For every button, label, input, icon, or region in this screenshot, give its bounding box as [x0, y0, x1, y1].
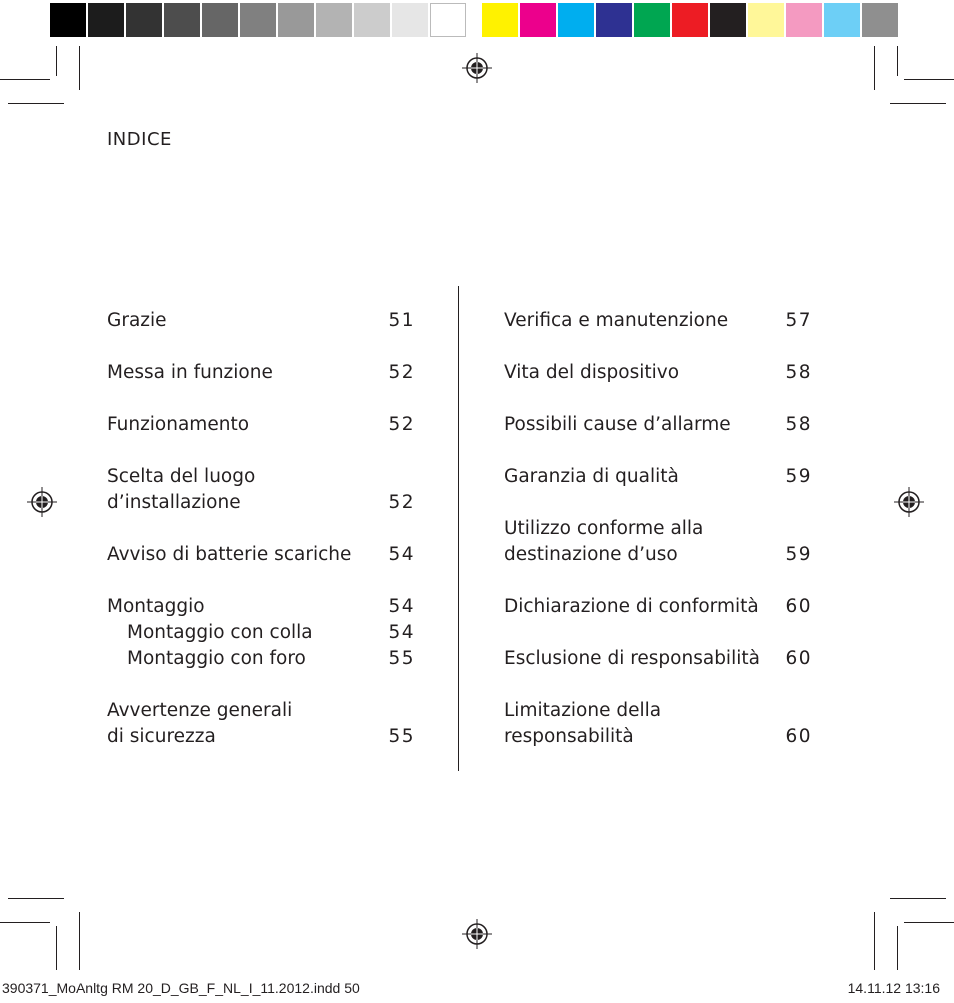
- toc-label: Garanzia di qualità: [504, 466, 679, 487]
- toc-page-number: 58: [785, 414, 812, 435]
- toc-entry-line: [107, 464, 415, 490]
- color-swatch: [748, 3, 784, 37]
- toc-entry-line: [504, 542, 812, 568]
- toc-label: Avvertenze generali: [107, 700, 293, 721]
- toc-page-number: 54: [388, 544, 415, 565]
- process-color-bar: [482, 0, 900, 40]
- toc-entry: [504, 516, 812, 568]
- toc-label: Funzionamento: [107, 414, 250, 435]
- toc-page-number: 55: [388, 648, 415, 669]
- toc-entry: [504, 360, 812, 386]
- toc-label: Grazie: [107, 310, 167, 331]
- toc-page-number: 55: [388, 726, 415, 747]
- toc-page-number: 59: [785, 544, 812, 565]
- color-swatch: [278, 3, 314, 37]
- crop-mark: [904, 922, 954, 923]
- toc-entry-line: [504, 594, 812, 620]
- toc-entry-line: [504, 516, 812, 542]
- crop-mark: [0, 79, 50, 80]
- toc-entry-line: [107, 412, 415, 438]
- toc-label: di sicurezza: [107, 726, 216, 747]
- toc-entry: [107, 698, 415, 750]
- color-swatch: [786, 3, 822, 37]
- toc-entry-line: [107, 360, 415, 386]
- toc-label: Montaggio con colla: [127, 622, 313, 643]
- toc-label: Messa in funzione: [107, 362, 273, 383]
- toc-label: Limitazione della: [504, 700, 662, 721]
- toc-label: Montaggio con foro: [127, 648, 306, 669]
- toc-entry-line: [107, 724, 415, 750]
- toc-page-number: 51: [388, 310, 415, 331]
- toc-label: responsabilità: [504, 726, 634, 747]
- color-swatch: [392, 3, 428, 37]
- color-swatch: [354, 3, 390, 37]
- toc-page-number: 58: [785, 362, 812, 383]
- toc-entry: [107, 542, 415, 568]
- color-swatch: [672, 3, 708, 37]
- crop-mark: [874, 46, 875, 90]
- crop-mark: [56, 46, 57, 76]
- color-swatch: [202, 3, 238, 37]
- crop-mark: [79, 912, 80, 970]
- page-title: INDICE: [107, 129, 172, 150]
- crop-mark: [904, 79, 954, 80]
- toc-left-column: [107, 308, 415, 776]
- crop-mark: [897, 46, 898, 76]
- registration-mark-icon: [462, 53, 492, 83]
- toc-entry: [504, 594, 812, 620]
- toc-entry-line: [107, 490, 415, 516]
- toc-entry-line: [107, 594, 415, 620]
- crop-mark: [890, 103, 946, 104]
- crop-mark: [874, 912, 875, 970]
- toc-label: Verifica e manutenzione: [504, 310, 729, 331]
- toc-page-number: 52: [388, 362, 415, 383]
- toc-page-number: 60: [785, 596, 812, 617]
- color-swatch: [520, 3, 556, 37]
- color-swatch: [430, 3, 466, 37]
- crop-mark: [56, 926, 57, 970]
- color-swatch: [50, 3, 86, 37]
- toc-entry-line: [504, 464, 812, 490]
- toc-page-number: 52: [388, 414, 415, 435]
- toc-label: Esclusione di responsabilità: [504, 648, 760, 669]
- toc-entry: [107, 308, 415, 334]
- toc-label: Dichiarazione di conformità: [504, 596, 759, 617]
- color-swatch: [88, 3, 124, 37]
- toc-entry-line: [107, 542, 415, 568]
- toc-entry-line: [107, 308, 415, 334]
- color-swatch: [862, 3, 898, 37]
- toc-entry: [107, 594, 415, 672]
- toc-page-number: 59: [785, 466, 812, 487]
- registration-mark-icon: [27, 487, 57, 517]
- column-divider: [458, 286, 459, 771]
- color-swatch: [316, 3, 352, 37]
- toc-entry: [107, 464, 415, 516]
- color-swatch: [558, 3, 594, 37]
- toc-label: d’installazione: [107, 492, 241, 513]
- toc-label: Vita del dispositivo: [504, 362, 680, 383]
- color-swatch: [710, 3, 746, 37]
- toc-entry: [107, 360, 415, 386]
- toc-label: Montaggio: [107, 596, 205, 617]
- toc-entry-line: [504, 308, 812, 334]
- toc-page-number: 52: [388, 492, 415, 513]
- toc-entry: [504, 698, 812, 750]
- crop-mark: [897, 926, 898, 970]
- toc-page-number: 60: [785, 648, 812, 669]
- toc-entry: [504, 464, 812, 490]
- toc-label: Possibili cause d’allarme: [504, 414, 731, 435]
- crop-mark: [890, 898, 946, 899]
- toc-entry-line: [504, 412, 812, 438]
- toc-page-number: 54: [388, 622, 415, 643]
- color-swatch: [482, 3, 518, 37]
- color-swatch: [634, 3, 670, 37]
- toc-subentry-line: [107, 620, 415, 646]
- toc-entry-line: [107, 698, 415, 724]
- color-swatch: [596, 3, 632, 37]
- color-swatch: [824, 3, 860, 37]
- toc-label: Avviso di batterie scariche: [107, 544, 352, 565]
- toc-entry: [107, 412, 415, 438]
- toc-label: Scelta del luogo: [107, 466, 256, 487]
- registration-mark-icon: [462, 919, 492, 949]
- crop-mark: [0, 922, 50, 923]
- toc-entry: [504, 646, 812, 672]
- grayscale-color-bar: [50, 0, 468, 40]
- color-swatch: [240, 3, 276, 37]
- toc-page-number: 54: [388, 596, 415, 617]
- toc-subentry-line: [107, 646, 415, 672]
- crop-mark: [79, 46, 80, 90]
- color-swatch: [164, 3, 200, 37]
- toc-entry-line: [504, 698, 812, 724]
- toc-entry: [504, 412, 812, 438]
- toc-entry-line: [504, 646, 812, 672]
- footer-file-info: 390371_MoAnltg RM 20_D_GB_F_NL_I_11.2012.indd 50: [2, 980, 360, 996]
- toc-label: destinazione d’uso: [504, 544, 678, 565]
- footer-timestamp: 14.11.12 13:16: [847, 980, 940, 996]
- toc-entry-line: [504, 360, 812, 386]
- toc-page-number: 57: [785, 310, 812, 331]
- color-swatch: [126, 3, 162, 37]
- crop-mark: [8, 103, 64, 104]
- crop-mark: [8, 898, 64, 899]
- toc-page-number: 60: [785, 726, 812, 747]
- registration-mark-icon: [894, 487, 924, 517]
- toc-entry-line: [504, 724, 812, 750]
- toc-label: Utilizzo conforme alla: [504, 518, 704, 539]
- toc-entry: [504, 308, 812, 334]
- toc-right-column: [504, 308, 812, 776]
